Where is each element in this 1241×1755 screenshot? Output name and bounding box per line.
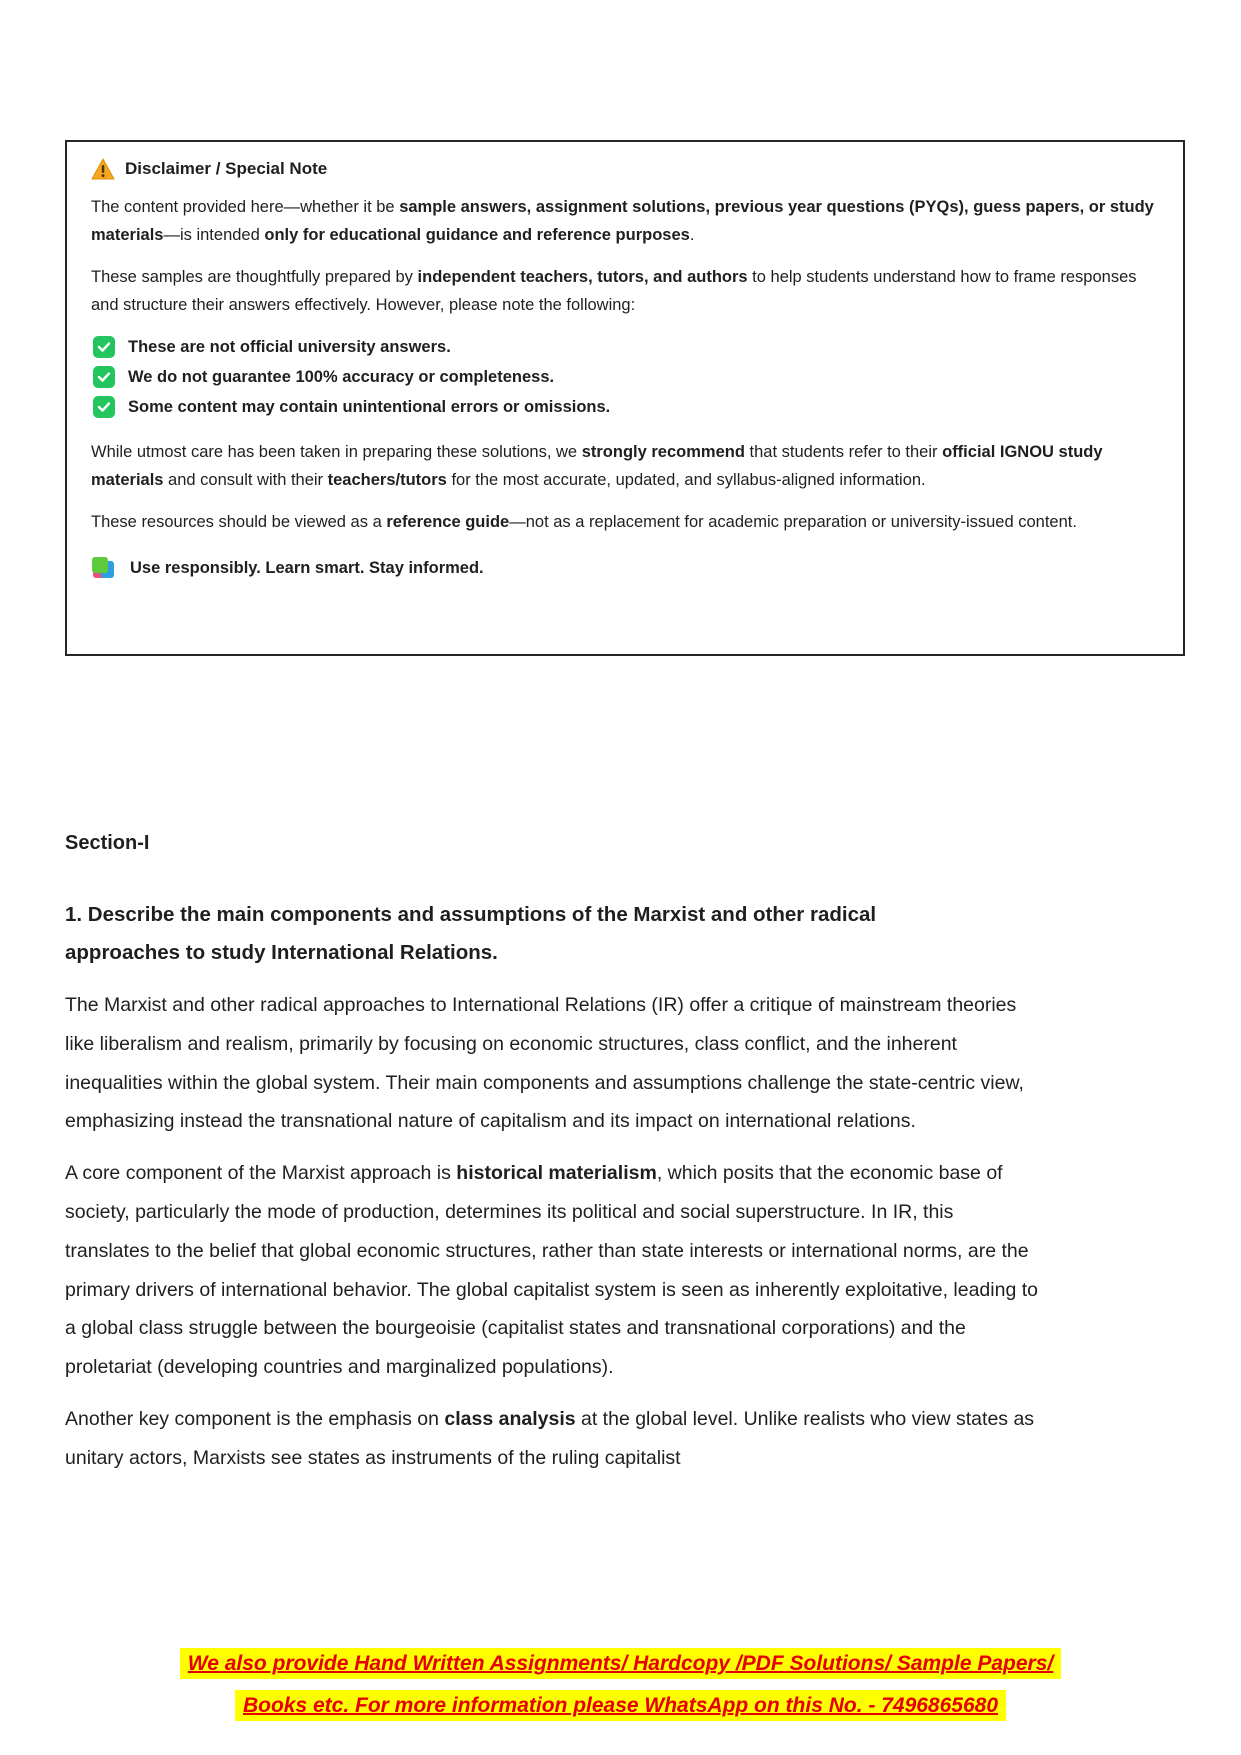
promo-text: Books etc. For more information please WhatsApp on this No. - 7496865680 [235,1690,1006,1721]
disclaimer-header [91,158,1159,180]
disclaimer-footer-text: Use responsibly. Learn smart. Stay informed. [130,558,484,577]
promo-banner [0,1644,1241,1728]
checklist-label: These are not official university answers. [128,337,451,356]
checklist-item [93,336,1159,358]
question-heading: 1. Describe the main components and assumptions of the Marxist and other radical approaches to study International Relations. [65,903,877,964]
disclaimer-paragraph: While utmost care has been taken in preparing these solutions, we strongly recommend that students refer to their official IGNOU study materials and consult with their teachers/tutors for the most accurate, updated, and syllabus-aligned information. [91,443,1103,489]
promo-line [0,1644,1241,1686]
disclaimer-checklist [93,336,1159,418]
checklist-item [93,366,1159,388]
warning-triangle-icon [91,158,115,180]
check-icon [93,396,115,418]
disclaimer-box [65,140,1185,656]
answer-paragraph: The Marxist and other radical approaches to International Relations (IR) offer a critique of mainstream theories like liberalism and realism, primarily by focusing on economic structures, class conflict, and the inherent inequalities within the global system. Their main components and assumptions challenge the state-centric view, emphasizing instead the transnational nature of capitalism and its impact on international relations. [65,994,1024,1133]
answer-body [65,986,1043,1491]
promo-line [0,1686,1241,1728]
checklist-item [93,396,1159,418]
promo-text: We also provide Hand Written Assignments/ Hardcopy /PDF Solutions/ Sample Papers/ [180,1648,1061,1679]
checklist-label: Some content may contain unintentional errors or omissions. [128,397,611,416]
disclaimer-title: Disclaimer / Special Note [125,159,328,178]
check-icon [93,366,115,388]
disclaimer-paragraph: These samples are thoughtfully prepared by independent teachers, tutors, and authors to help students understand how to frame responses and structure their answers effectively. However, please note the following: [91,268,1137,314]
disclaimer-paragraph: These resources should be viewed as a reference guide—not as a replacement for academic preparation or university-issued content. [91,513,1077,531]
checklist-label: We do not guarantee 100% accuracy or completeness. [128,367,555,386]
books-icon [91,555,117,581]
section-heading: Section-I [65,832,150,854]
answer-paragraph: Another key component is the emphasis on class analysis at the global level. Unlike realists who view states as unitary actors, Marxists see states as instruments of the ruling capitalist [65,1407,1035,1469]
disclaimer-footer [91,555,1159,581]
check-icon [93,336,115,358]
disclaimer-paragraph: The content provided here—whether it be sample answers, assignment solutions, previous year questions (PYQs), guess papers, or study materials—is intended only for educational guidance and reference purposes. [91,198,1154,244]
answer-paragraph: A core component of the Marxist approach is historical materialism, which posits that the economic base of society, particularly the mode of production, determines its political and social superstructure. In IR, this translates to the belief that global economic structures, rather than state interests or international norms, are the primary drivers of international behavior. The global capitalist system is seen as inherently exploitative, leading to a global class struggle between the bourgeoisie (capitalist states and transnational corporations) and the proletariat (developing countries and marginalized populations). [65,1162,1038,1379]
